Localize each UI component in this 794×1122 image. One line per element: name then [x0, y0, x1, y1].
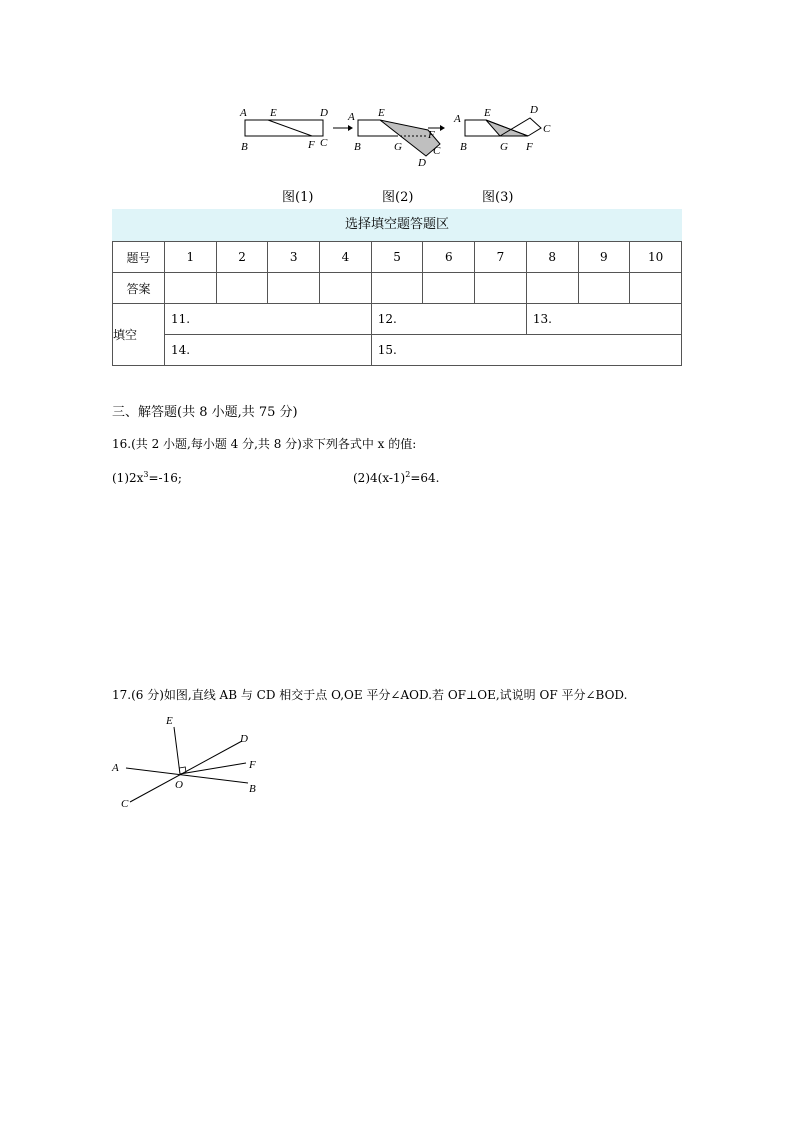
q17-point-o: O [175, 779, 183, 791]
answer-cell[interactable] [630, 273, 682, 304]
q16-part1-base: (1)2x [112, 471, 144, 485]
question-number-header: 题号 [113, 242, 165, 273]
fig2-point-e: E [378, 107, 385, 119]
figure-3-diagram [453, 104, 551, 153]
fig3-point-e: E [484, 107, 491, 119]
answer-cell[interactable] [216, 273, 268, 304]
table-row-answers [113, 273, 682, 304]
fig3-point-a: A [454, 113, 461, 125]
fig3-point-g: G [500, 141, 508, 153]
fig3-point-f: F [526, 141, 533, 153]
answer-cell[interactable] [526, 273, 578, 304]
question-16-part-1 [112, 467, 182, 486]
fig1-point-c: C [320, 137, 328, 149]
question-number-cell: 10 [630, 242, 682, 273]
q16-part1-rest: =-16; [148, 471, 182, 485]
figure-2-diagram [347, 107, 441, 169]
q17-point-b: B [249, 783, 256, 795]
fill-blank-15[interactable]: 15. [371, 335, 681, 366]
fill-blank-13[interactable]: 13. [526, 304, 681, 335]
question-number-cell: 3 [268, 242, 320, 273]
question-number-cell: 1 [165, 242, 217, 273]
table-row-fill-1 [113, 304, 682, 335]
question-number-cell: 6 [423, 242, 475, 273]
fig1-point-b: B [241, 141, 248, 153]
q16-part2-exponent: 2 [405, 470, 411, 479]
figure-1-diagram [239, 107, 328, 153]
fig2-point-d: D [418, 157, 426, 169]
question-number-cell: 7 [475, 242, 527, 273]
folding-figures [230, 100, 560, 170]
question-16-stem: 16.(共 2 小题,每小题 4 分,共 8 分)求下列各式中 x 的值: [112, 437, 417, 451]
answer-cell[interactable] [578, 273, 630, 304]
table-row-fill-2 [113, 335, 682, 366]
fig3-point-d: D [530, 104, 538, 116]
q17-point-e: E [166, 715, 173, 727]
figure-3-label: 图(3) [482, 190, 514, 205]
fig1-point-a: A [240, 107, 247, 119]
q17-point-a: A [112, 762, 119, 774]
fig2-point-f: F [428, 129, 435, 141]
question-number-cell: 8 [526, 242, 578, 273]
answer-header: 答案 [113, 273, 165, 304]
arrow-icon [333, 125, 353, 131]
figure-2-label: 图(2) [382, 190, 414, 205]
fill-blank-12[interactable]: 12. [371, 304, 526, 335]
answer-cell[interactable] [371, 273, 423, 304]
answer-area-title: 选择填空题答题区 [112, 209, 682, 241]
fig1-point-f: F [308, 139, 315, 151]
question-17-figure [108, 710, 268, 810]
q17-point-c: C [121, 798, 129, 810]
q16-part2-base: (2)4(x-1) [353, 471, 406, 485]
question-number-cell: 9 [578, 242, 630, 273]
answer-cell[interactable] [475, 273, 527, 304]
fig1-point-e: E [270, 107, 277, 119]
question-16-part-2 [353, 467, 439, 486]
question-number-cell: 4 [320, 242, 372, 273]
question-number-cell: 5 [371, 242, 423, 273]
answer-cell[interactable] [268, 273, 320, 304]
table-row-numbers [113, 242, 682, 273]
question-number-cell: 2 [216, 242, 268, 273]
fig2-point-b: B [354, 141, 361, 153]
question-17-stem: 17.(6 分)如图,直线 AB 与 CD 相交于点 O,OE 平分∠AOD.若 OF⊥OE,试说明 OF 平分∠BOD. [112, 688, 628, 702]
fig1-point-d: D [320, 107, 328, 119]
fill-blank-header: 填空 [113, 304, 165, 366]
fig3-point-b: B [460, 141, 467, 153]
q17-point-d: D [240, 733, 248, 745]
answer-cell[interactable] [165, 273, 217, 304]
fig3-point-c: C [543, 123, 551, 135]
q17-point-f: F [249, 759, 256, 771]
q16-part1-exponent: 3 [143, 470, 149, 479]
answer-cell[interactable] [423, 273, 475, 304]
answer-cell[interactable] [320, 273, 372, 304]
q16-part2-rest: =64. [410, 471, 440, 485]
figure-1-label: 图(1) [282, 190, 314, 205]
fig2-point-c: C [433, 145, 441, 157]
section-3-title: 三、解答题(共 8 小题,共 75 分) [112, 405, 298, 420]
fig2-point-g: G [394, 141, 402, 153]
fill-blank-14[interactable]: 14. [165, 335, 372, 366]
fig2-point-a: A [348, 111, 355, 123]
answer-table [112, 241, 682, 366]
fill-blank-11[interactable]: 11. [165, 304, 372, 335]
